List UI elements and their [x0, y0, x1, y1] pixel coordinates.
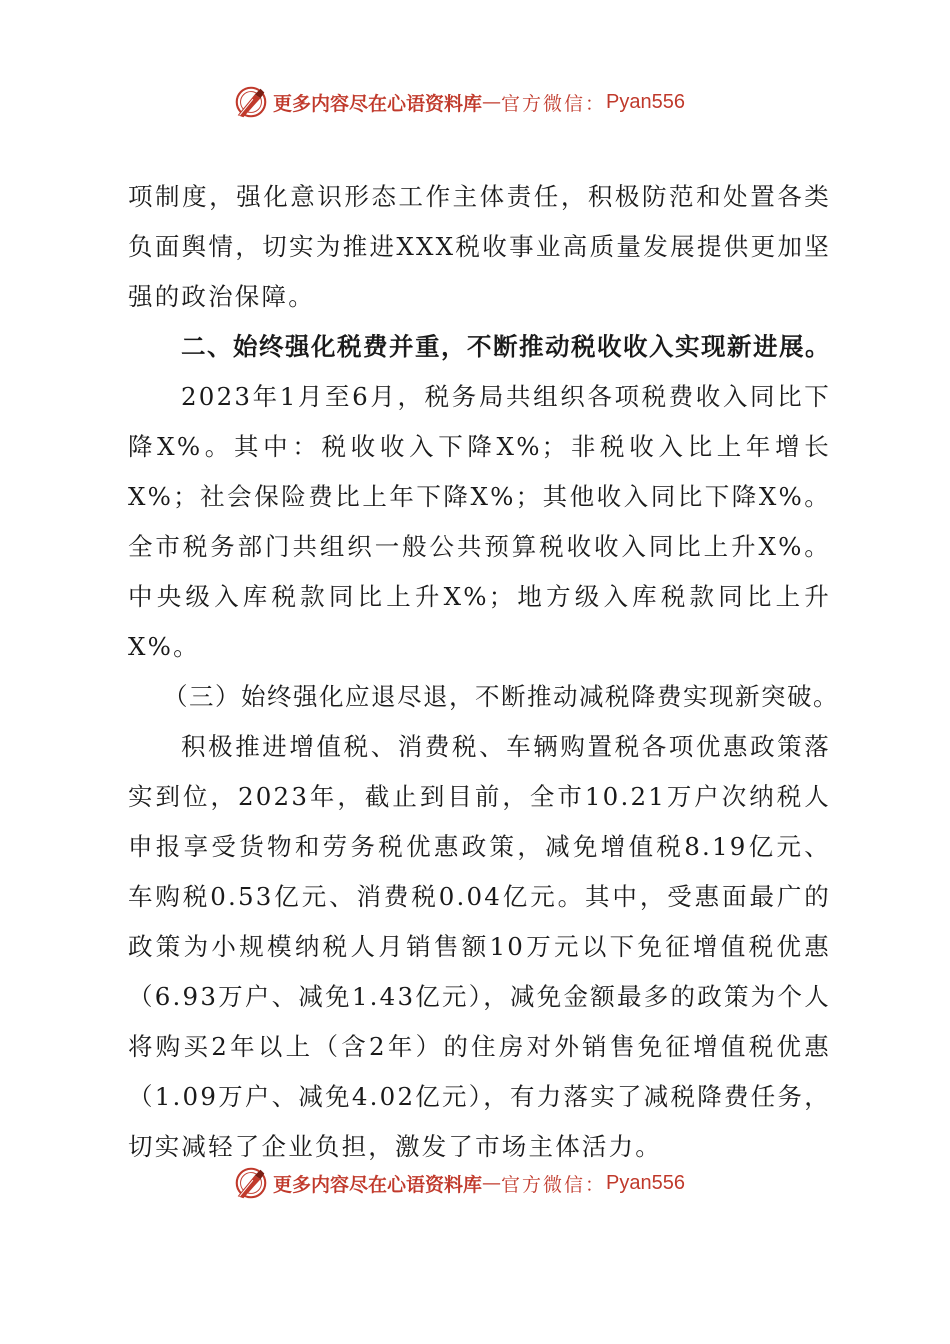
- footer-watermark-banner: [232, 1163, 685, 1203]
- section-heading-2: 二、始终强化税费并重，不断推动税收收入实现新进展。: [181, 332, 831, 361]
- watermark-handle: Pyan556: [606, 90, 685, 113]
- watermark-main-text: 更多内容尽在心语资料库: [273, 1173, 483, 1196]
- header-watermark-banner: [232, 82, 685, 122]
- watermark-label: 官方微信：: [501, 1173, 607, 1196]
- paragraph-2: 2023年1月至6月，税务局共组织各项税费收入同比下降X%。其中：税收收入下降X%；非税收入比上年增长X%；社会保险费比上年下降X%；其他收入同比下降X%。全市税务部门共组织一般公共预算税收收入同比上升X%。中央级入库税款同比上升X%；地方级入库税款同比上升X%。: [128, 382, 831, 661]
- watermark-separator: —: [482, 1172, 502, 1194]
- paragraph-3: 积极推进增值税、消费税、车辆购置税各项优惠政策落实到位，2023年，截止到目前，全市10.21万户次纳税人申报享受货物和劳务税优惠政策，减免增值税8.19亿元、车购税0.53亿元、消费税0.04亿元。其中，受惠面最广的政策为小规模纳税人月销售额10万元以下免征增值税优惠（6.93万户、减免1.43亿元），减免金额最多的政策为个人将购买2年以上（含2年）的住房对外销售免征增值税优惠（1.09万户、减免4.02亿元），有力落实了减税降费任务，切实减轻了企业负担，激发了市场主体活力。: [128, 732, 831, 1161]
- paragraph-1: 项制度，强化意识形态工作主体责任，积极防范和处置各类负面舆情，切实为推进XXX税收事业高质量发展提供更加坚强的政治保障。: [128, 182, 831, 311]
- pen-nib-logo-icon: [232, 83, 270, 121]
- watermark-main-text: 更多内容尽在心语资料库: [273, 92, 483, 115]
- watermark-separator: —: [482, 91, 502, 113]
- subsection-heading-3: （三）始终强化应退尽退，不断推动减税降费实现新突破。: [163, 682, 839, 711]
- watermark-label: 官方微信：: [501, 92, 607, 115]
- watermark-handle: Pyan556: [606, 1171, 685, 1194]
- document-body: [128, 172, 839, 1172]
- pen-nib-logo-icon: [232, 1164, 270, 1202]
